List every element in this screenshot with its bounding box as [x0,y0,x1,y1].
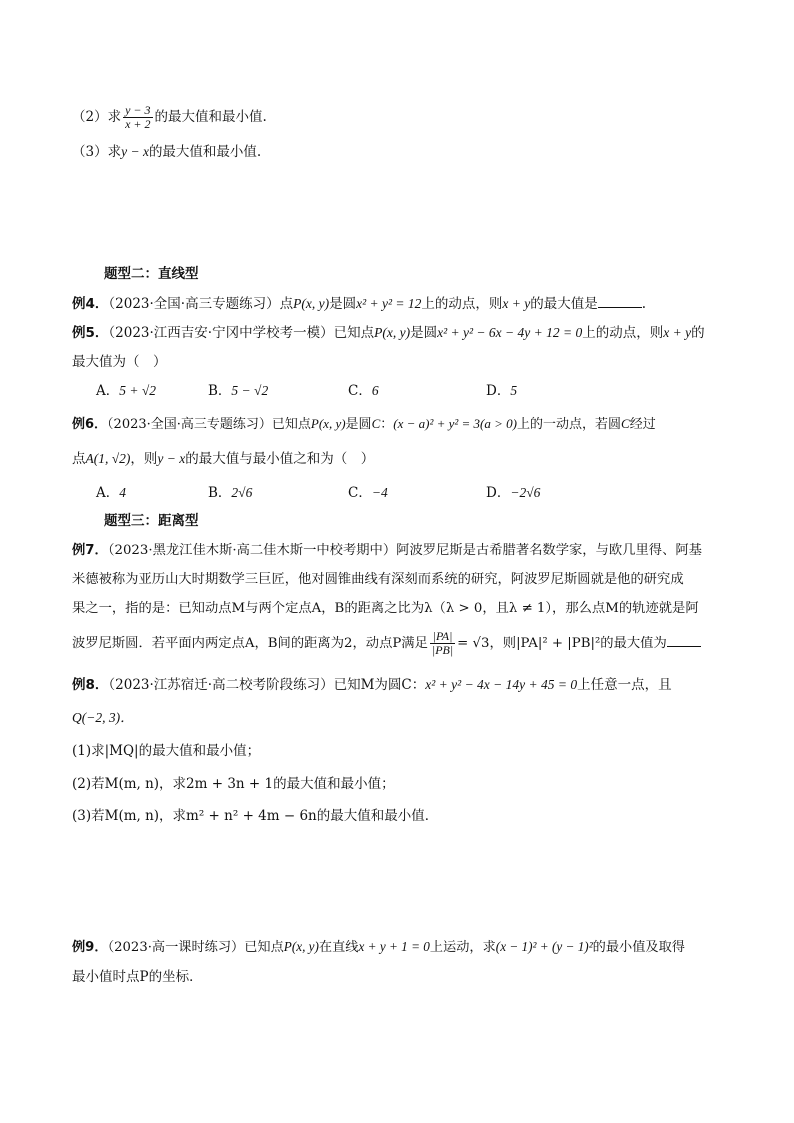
example-7-line4: 波罗尼斯圆．若平面内两定点A，B间的距离为2，动点P满足 $\frac{|PA|}{|PB|}$ = √3，则|PA|² + |PB|²的最大值为 [72,630,701,657]
ex5-option-d[interactable]: D．5 [486,383,518,399]
ex6-option-d[interactable]: D．−2√6 [486,485,541,501]
q2-fraction: $\frac{y - 3}{x + 2}$ [125,103,151,131]
example-8-part2: (2)若M(m, n)，求2m + 3n + 1的最大值和最小值； [72,776,395,792]
ex6-option-b[interactable]: B．2√6 [208,485,253,501]
ex6-option-a[interactable]: A．4 [96,485,126,501]
example-9-line2: 最小值时点P的坐标． [72,969,203,985]
example-9-line1: 例9．（2023·高一课时练习）已知点P(x, y)在直线x + y + 1 = 0上运动，求(x − 1)² + (y − 1)²的最小值及取得 [72,939,685,955]
example-7-line2: 米德被称为亚历山大时期数学三巨匠，他对圆锥曲线有深刻而系统的研究，阿波罗尼斯圆就是他的研究成 [72,572,684,587]
example-7-line1: 例7．（2023·黑龙江佳木斯·高二佳木斯一中校考期中）阿波罗尼斯是古希腊著名数学家，与欧几里得、阿基 [72,543,702,558]
answer-blank [667,632,701,647]
example-8-part1: (1)求|MQ|的最大值和最小值； [72,743,261,759]
example-4: 例4．（2023·全国·高三专题练习）点P(x, y)是圆x² + y² = 12上的动点，则x + y的最大值是 . [72,293,646,314]
answer-blank [598,293,642,308]
example-8-line1: 例8．（2023·江苏宿迁·高二校考阶段练习）已知M为圆C：x² + y² − 4x − 14y + 45 = 0上任意一点，且 [72,677,672,693]
example-8-part3: (3)若M(m, n)，求m² + n² + 4m − 6n的最大值和最小值． [72,808,439,824]
example-5-line2: 最大值为（ ） [72,354,167,370]
ratio-fraction: $\frac{|PA|}{|PB|}$ [431,629,454,657]
example-6: 例6．（2023·全国·高三专题练习）已知点P(x, y)是圆C：(x − a)² + y² = 3(a > 0)上的一动点，若圆C经过 [72,416,656,432]
ex5-option-a[interactable]: A．5 + √2 [96,383,157,399]
section-heading-type3: 题型三：距离型 [104,513,199,529]
ex5-option-b[interactable]: B．5 − √2 [208,383,269,399]
ex5-option-c[interactable]: C．6 [348,383,379,399]
example-7-line3: 果之一，指的是：已知动点M与两个定点A，B的距离之比为λ（λ > 0，且λ ≠ 1），那么点M的轨迹就是阿 [72,601,699,616]
q2-label: （2）求 [72,109,122,125]
example-6-line2: 点A(1, √2)，则y − x的最大值与最小值之和为（ ） [72,451,375,467]
question-2: （2）求 $\frac{y - 3}{x + 2}$ 的最大值和最小值. [72,103,267,131]
question-3: （3）求y − x的最大值和最小值. [72,144,262,160]
example-5: 例5．（2023·江西吉安·宁冈中学校考一模）已知点P(x, y)是圆x² + y² − 6x − 4y + 12 = 0上的动点，则x + y的 [72,325,705,341]
section-heading-type2: 题型二：直线型 [104,266,199,282]
ex6-option-c[interactable]: C．−4 [348,485,388,501]
example-8-point-q: Q(−2, 3)． [72,710,134,725]
q3-expression: y − x [121,144,149,159]
